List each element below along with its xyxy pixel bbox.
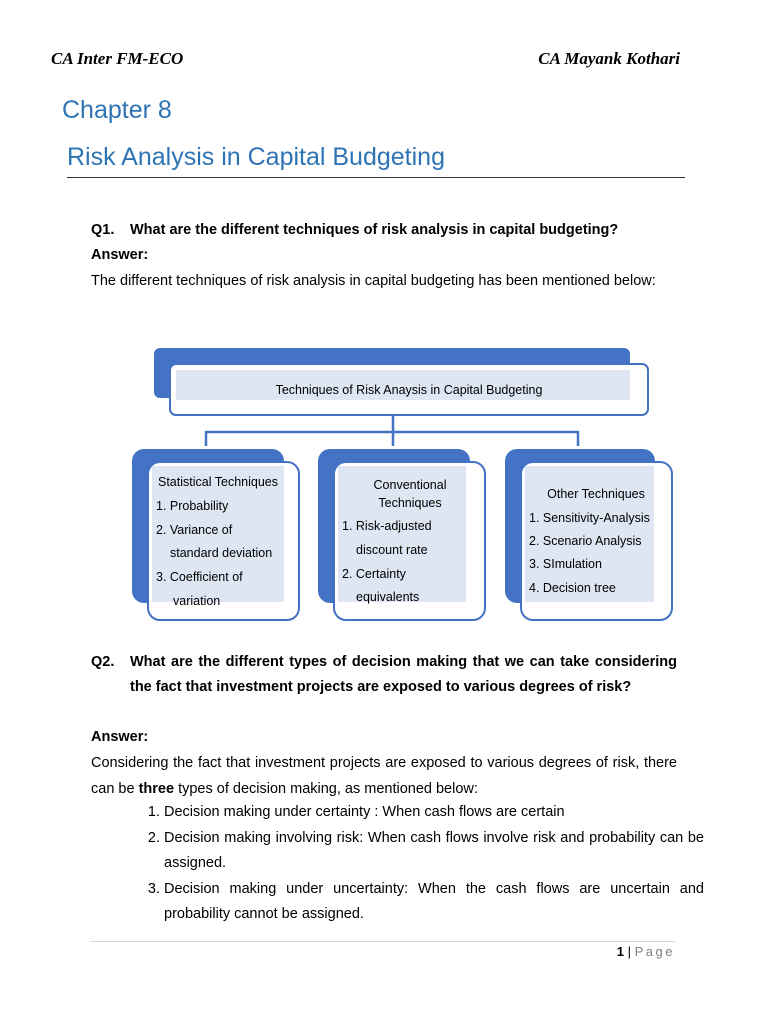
q2-answer-pre: Considering the fact that investment projects are exposed to various degrees of risk, there can be: [91, 755, 677, 797]
q2-answer-label: Answer:: [91, 729, 149, 745]
list-item: 1. Decision making under certainty : When cash flows are certain: [164, 800, 704, 826]
col2-line3: 2. Certainty: [342, 567, 406, 581]
list-item: 3. Decision making under uncertainty: When the cash flows are uncertain and probability cannot be assigned.: [164, 877, 704, 928]
page-number: 1: [616, 944, 625, 959]
page-word: Page: [634, 944, 675, 959]
q2-question: [91, 650, 677, 695]
page-footer: [617, 944, 675, 959]
col3-line1: 1. Sensitivity-Analysis: [529, 511, 650, 525]
q1-number: Q1.: [91, 222, 115, 238]
chapter-title: Risk Analysis in Capital Budgeting: [67, 143, 445, 171]
col1-line3: standard deviation: [170, 546, 273, 560]
col2-heading-line2: Techniques: [378, 496, 442, 510]
q1-answer-label: Answer:: [91, 247, 149, 263]
col3-line3: 3. SImulation: [529, 557, 602, 571]
header-author: CA Mayank Kothari: [538, 49, 680, 68]
col1-line4: 3. Coefficient of: [156, 570, 243, 584]
q2-answer-bold: three: [138, 781, 175, 797]
col3-line2: 2. Scenario Analysis: [529, 534, 642, 548]
col2-line1: 1. Risk-adjusted: [342, 519, 432, 533]
col1-line1: 1. Probability: [156, 499, 229, 513]
col1-line5: variation: [173, 594, 221, 608]
decision-types-list: [137, 800, 704, 928]
q1-question-text: What are the different techniques of risk analysis in capital budgeting?: [130, 222, 619, 238]
list-item: 2. Decision making involving risk: When cash flows involve risk and probability can be assigned.: [164, 826, 704, 877]
q2-answer-post: types of decision making, as mentioned below:: [174, 781, 478, 797]
connector-lines: [206, 415, 578, 446]
footer-divider: [90, 941, 675, 942]
col3-heading: Other Techniques: [547, 487, 645, 501]
col2-heading-line1: Conventional: [373, 478, 447, 492]
col1-line2: 2. Variance of: [156, 523, 233, 537]
col3-line4: 4. Decision tree: [529, 581, 616, 595]
col2-line2: discount rate: [356, 543, 428, 557]
root-label: Techniques of Risk Anaysis in Capital Budgeting: [275, 383, 543, 397]
col1-heading: Statistical Techniques: [158, 475, 278, 489]
q2-answer-text: [91, 750, 677, 802]
q1-answer-text: The different techniques of risk analysis in capital budgeting has been mentioned below:: [91, 273, 656, 289]
chapter-heading: Chapter 8: [62, 96, 172, 124]
col2-line4: equivalents: [356, 590, 420, 604]
page-separator: |: [624, 944, 635, 959]
header-course: CA Inter FM-ECO: [51, 49, 184, 68]
q2-number: Q2.: [91, 654, 115, 670]
q2-question-text: What are the different types of decision making that we can take considering the fact that investment projects are exposed to various degrees of risk?: [130, 654, 677, 695]
